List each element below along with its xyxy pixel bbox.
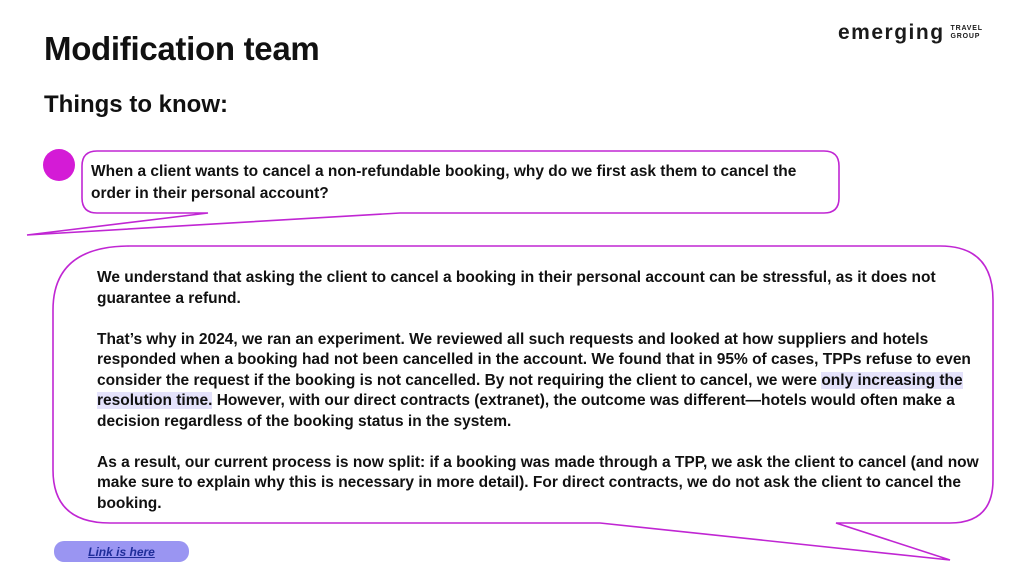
- link-button[interactable]: Link is here: [54, 541, 189, 562]
- answer-paragraph-3: As a result, our current process is now split: if a booking was made through a TPP, we ask the client to cancel (and now make sure to explain why this is necessary in more detail). For direct contracts, we do not ask the client to cancel the booking.: [97, 453, 979, 512]
- answer-p2-end: However, with our direct contracts (extranet), the outcome was different—hotels would often make a decision regardless of the booking status in the system.: [97, 392, 955, 430]
- logo-subtext-line2: GROUP: [950, 33, 981, 40]
- question-text: When a client wants to cancel a non-refundable booking, why do we first ask them to cancel the order in their personal account?: [91, 163, 797, 202]
- logo-subtext-line1: TRAVEL: [950, 25, 983, 32]
- answer-paragraph-1: We understand that asking the client to cancel a booking in their personal account can be stressful, as it does not guarantee a refund.: [97, 269, 936, 307]
- highlighted-phrase: only increasing the resolution time.: [97, 371, 963, 409]
- answer-p2-start: That’s why in 2024, we ran an experiment. We reviewed all such requests and looked at how suppliers and hotels responded when a booking had not been cancelled in the account. We found that in 95% of cases, TPPs refuse to even consider the request if the booking is not cancelled. By not requiring the client to cancel, we were: [97, 330, 971, 389]
- answer-paragraph-2: [97, 330, 992, 433]
- answer-text: [97, 268, 992, 535]
- page-subtitle: Things to know:: [44, 91, 228, 118]
- page-title: Modification team: [44, 30, 320, 67]
- logo-wordmark: emerging: [838, 21, 945, 44]
- accent-dot-icon: [43, 149, 75, 181]
